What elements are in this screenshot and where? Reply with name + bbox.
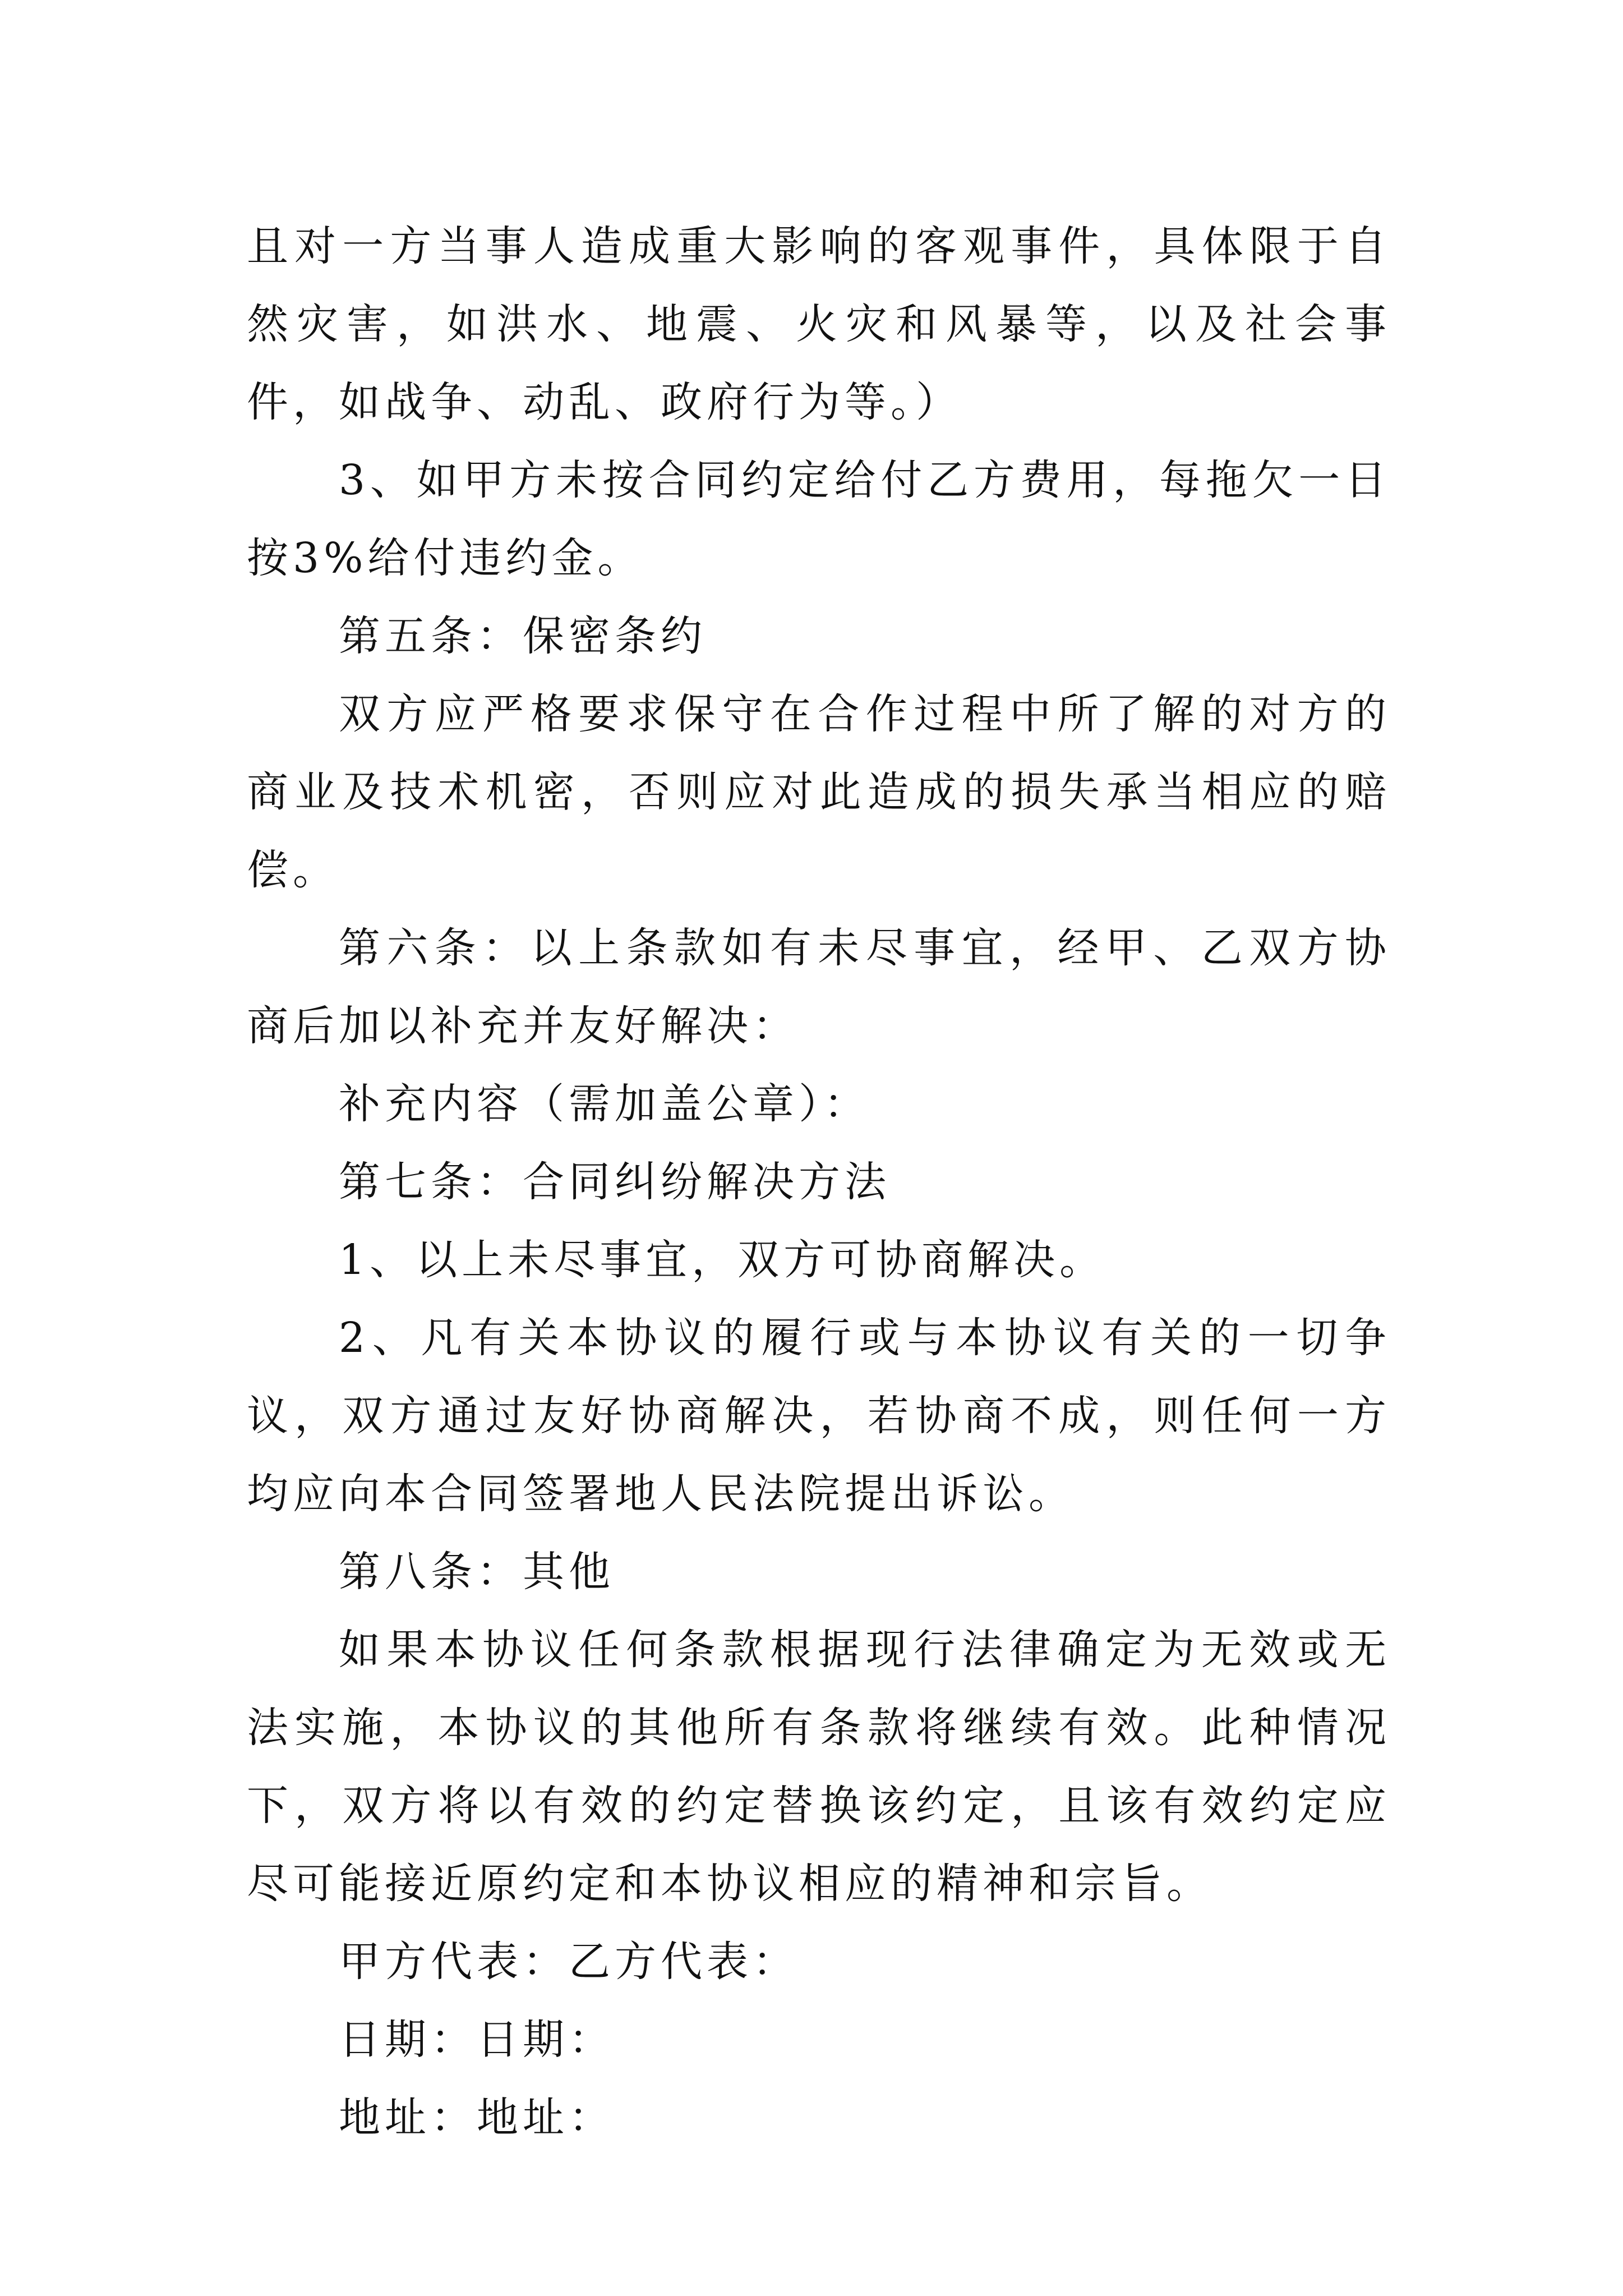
signature-representatives: 甲方代表：乙方代表： [339,1938,799,1986]
paragraph-force-majeure-continuation: 且对一方当事人造成重大影响的客观事件，具体限于自然灾害，如洪水、地震、火灾和风暴等，以及社会事件，如战争、动乱、政府行为等。） [247,222,1391,426]
signature-dates: 日期：日期： [339,2016,615,2064]
document-body [247,208,1391,2157]
paragraph-late-payment-penalty: 3、如甲方未按合同约定给付乙方费用，每拖欠一日按3%给付违约金。 [247,456,1391,582]
paragraph-dispute-item-two: 2、凡有关本协议的履行或与本协议有关的一切争议，双方通过友好协商解决，若协商不成，则任何一方均应向本合同签署地人民法院提出诉讼。 [247,1314,1391,1518]
heading-article-seven: 第七条：合同纠纷解决方法 [339,1158,891,1206]
paragraph-article-six: 第六条：以上条款如有未尽事宜，经甲、乙双方协商后加以补充并友好解决： [247,924,1391,1050]
paragraph-severability: 如果本协议任何条款根据现行法律确定为无效或无法实施，本协议的其他所有条款将继续有效。此种情况下，双方将以有效的约定替换该约定，且该有效约定应尽可能接近原约定和本协议相应的精神和宗旨。 [247,1626,1391,1908]
signature-addresses: 地址：地址： [339,2093,615,2142]
heading-article-five: 第五条：保密条约 [339,612,707,660]
paragraph-confidentiality: 双方应严格要求保守在合作过程中所了解的对方的商业及技术机密，否则应对此造成的损失承当相应的赔偿。 [247,690,1391,894]
paragraph-supplementary-content: 补充内容（需加盖公章）： [339,1080,870,1128]
paragraph-dispute-item-one: 1、以上未尽事宜，双方可协商解决。 [339,1236,1106,1284]
heading-article-eight: 第八条：其他 [339,1548,615,1596]
